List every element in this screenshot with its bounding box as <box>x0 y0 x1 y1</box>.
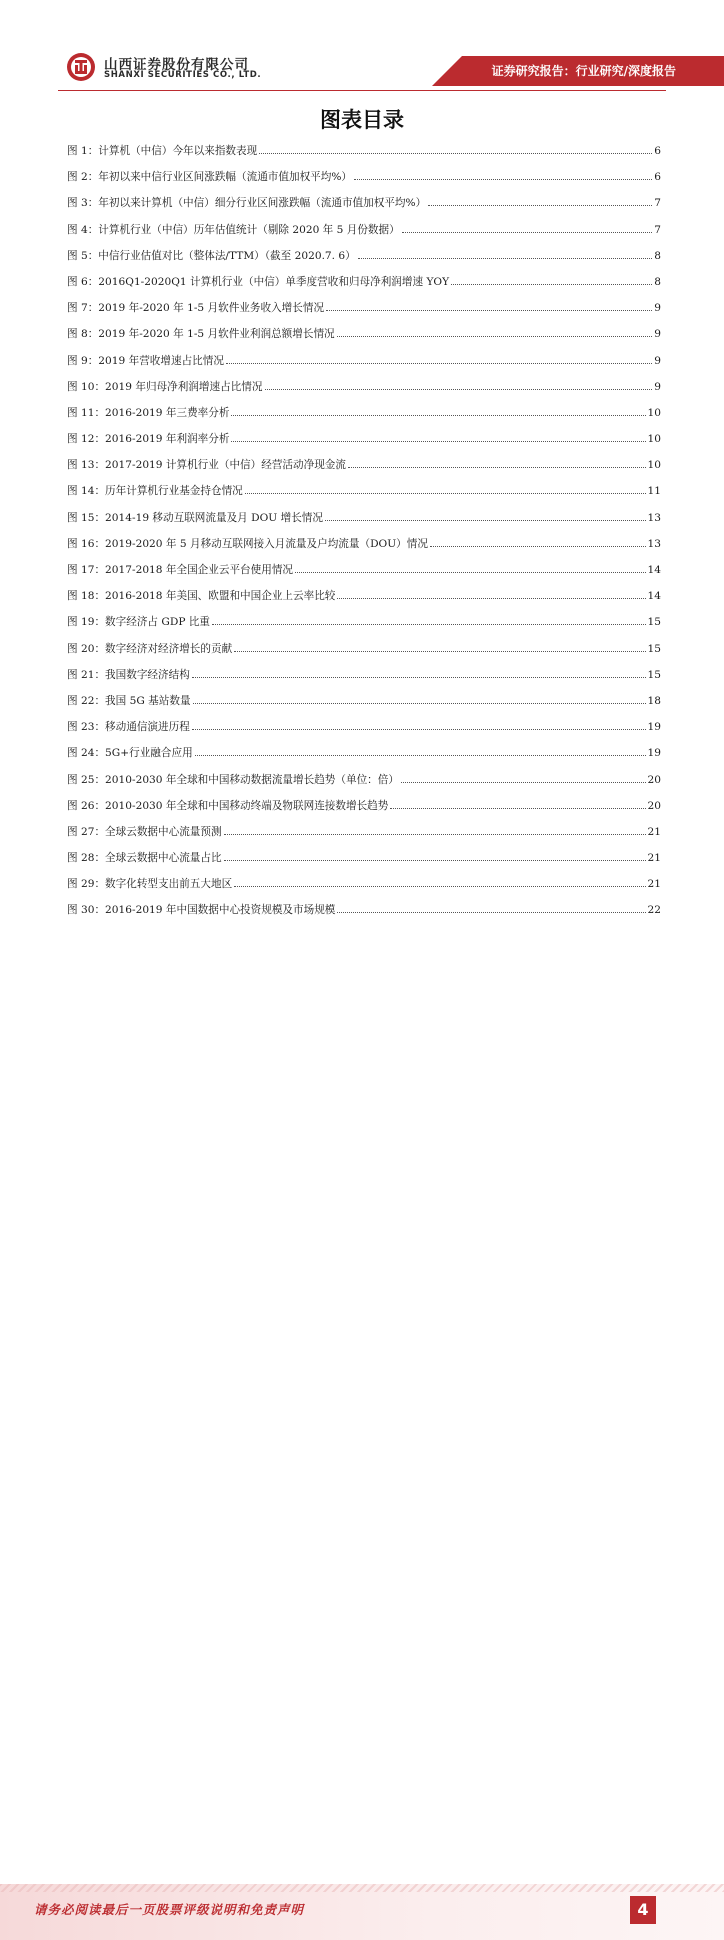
toc-entry[interactable] <box>67 274 661 300</box>
toc-leader-dots <box>326 309 652 311</box>
toc-entry-page: 6 <box>654 145 661 157</box>
toc-entry-label: 图 30：2016-2019 年中国数据中心投资规模及市场规模 <box>67 904 336 917</box>
shanxi-securities-logo-icon <box>66 52 96 82</box>
toc-entry[interactable] <box>67 902 661 928</box>
toc-entry-label: 图 29：数字化转型支出前五大地区 <box>67 878 233 891</box>
toc-entry-page: 15 <box>647 616 661 629</box>
toc-leader-dots <box>224 859 646 861</box>
toc-entry-page: 15 <box>647 642 661 655</box>
toc-entry-label: 图 25：2010-2030 年全球和中国移动数据流量增长趋势（单位：倍） <box>67 773 399 786</box>
toc-leader-dots <box>401 781 646 783</box>
toc-leader-dots <box>295 571 645 573</box>
toc-entry-label: 图 24：5G+行业融合应用 <box>67 747 193 760</box>
toc-entry-page: 22 <box>647 904 661 917</box>
toc-leader-dots <box>192 728 646 730</box>
toc-entry[interactable] <box>67 510 661 536</box>
toc-entry-page: 21 <box>647 852 661 865</box>
toc-entry-page: 19 <box>647 721 661 734</box>
toc-entry[interactable] <box>67 431 661 457</box>
toc-entry[interactable] <box>67 562 661 588</box>
toc-entry-page: 9 <box>654 302 661 315</box>
toc-entry-label: 图 3：年初以来计算机（中信）细分行业区间涨跌幅（流通市值加权平均%） <box>67 197 427 210</box>
toc-entry[interactable] <box>67 483 661 509</box>
toc-entry-page: 9 <box>654 354 661 367</box>
toc-entry-page: 8 <box>654 275 661 288</box>
toc-entry-label: 图 28：全球云数据中心流量占比 <box>67 852 222 865</box>
toc-entry-page: 19 <box>647 747 661 760</box>
toc-entry-label: 图 7：2019 年-2020 年 1-5 月软件业务收入增长情况 <box>67 302 325 315</box>
toc-entry-label: 图 1：计算机（中信）今年以来指数表现 <box>67 145 258 157</box>
toc-entry-page: 9 <box>654 380 661 393</box>
company-name-en: SHANXI SECURITIES CO., LTD. <box>104 70 262 80</box>
toc-entry-label: 图 5：中信行业估值对比（整体法/TTM）（截至 2020.7. 6） <box>67 249 356 262</box>
toc-entry[interactable] <box>67 379 661 405</box>
toc-leader-dots <box>195 754 646 756</box>
toc-entry[interactable] <box>67 195 661 221</box>
toc-leader-dots <box>337 597 645 599</box>
toc-entry-page: 13 <box>647 537 661 550</box>
toc-entry[interactable] <box>67 614 661 640</box>
page-title: 图表目录 <box>320 108 404 132</box>
page-number: 4 <box>630 1896 656 1924</box>
header-divider <box>58 90 666 91</box>
toc-entry[interactable] <box>67 326 661 352</box>
toc-entry-label: 图 20：数字经济对经济增长的贡献 <box>67 642 233 655</box>
toc-entry-label: 图 18：2016-2018 年美国、欧盟和中国企业上云率比较 <box>67 590 336 603</box>
toc-entry-label: 图 23：移动通信演进历程 <box>67 721 190 734</box>
toc-entry[interactable] <box>67 772 661 798</box>
toc-leader-dots <box>192 676 646 678</box>
toc-entry-label: 图 13：2017-2019 计算机行业（中信）经营活动净现金流 <box>67 459 346 472</box>
toc-leader-dots <box>231 440 645 442</box>
toc-entry-page: 20 <box>647 773 661 786</box>
toc-entry-page: 21 <box>647 878 661 891</box>
page-footer <box>0 940 724 1919</box>
toc-entry[interactable] <box>67 457 661 483</box>
toc-leader-dots <box>224 833 646 835</box>
toc-entry[interactable] <box>67 693 661 719</box>
toc-entry[interactable] <box>67 300 661 326</box>
toc-entry[interactable] <box>67 719 661 745</box>
toc-entry[interactable] <box>67 143 661 169</box>
toc-entry-label: 图 2：年初以来中信行业区间涨跌幅（流通市值加权平均%） <box>67 171 353 184</box>
toc-leader-dots <box>358 257 653 259</box>
report-type-label: 证券研究报告：行业研究/深度报告 <box>491 64 676 78</box>
toc-entry-label: 图 10：2019 年归母净利润增速占比情况 <box>67 380 263 393</box>
toc-entry-page: 18 <box>647 694 661 707</box>
toc-leader-dots <box>428 204 652 206</box>
toc-leader-dots <box>245 492 646 494</box>
toc-leader-dots <box>390 807 645 809</box>
toc-entry[interactable] <box>67 745 661 771</box>
company-name-cn: 山西证券股份有限公司 <box>104 57 249 73</box>
toc-entry-page: 13 <box>647 511 661 524</box>
toc-entry[interactable] <box>67 667 661 693</box>
toc-leader-dots <box>212 623 646 625</box>
toc-entry-page: 7 <box>654 223 661 236</box>
toc-entry[interactable] <box>67 824 661 850</box>
toc-entry[interactable] <box>67 405 661 431</box>
toc-entry-page: 7 <box>654 197 661 210</box>
toc-entry[interactable] <box>67 641 661 667</box>
toc-entry[interactable] <box>67 169 661 195</box>
toc-entry-page: 15 <box>647 668 661 681</box>
toc-entry-label: 图 6：2016Q1-2020Q1 计算机行业（中信）单季度营收和归母净利润增速 YOY <box>67 275 450 288</box>
toc-entry-page: 6 <box>654 171 661 184</box>
toc-entry[interactable] <box>67 850 661 876</box>
toc-entry-page: 11 <box>647 485 661 498</box>
toc-entry-label: 图 9：2019 年营收增速占比情况 <box>67 354 224 367</box>
toc-entry-page: 10 <box>647 406 661 419</box>
toc-leader-dots <box>354 178 652 180</box>
toc-leader-dots <box>234 885 645 887</box>
toc-entry-label: 图 21：我国数字经济结构 <box>67 668 190 681</box>
toc-leader-dots <box>430 545 646 547</box>
toc-entry[interactable] <box>67 876 661 902</box>
toc-entry-page: 10 <box>647 433 661 446</box>
toc-leader-dots <box>348 466 646 468</box>
toc-entry-page: 14 <box>647 590 661 603</box>
toc-entry-label: 图 26：2010-2030 年全球和中国移动终端及物联网连接数增长趋势 <box>67 799 389 812</box>
toc-entry[interactable] <box>67 248 661 274</box>
toc-leader-dots <box>325 519 646 521</box>
toc-entry-label: 图 11：2016-2019 年三费率分析 <box>67 406 230 419</box>
toc-entry[interactable] <box>67 536 661 562</box>
toc-entry-page: 14 <box>647 564 661 576</box>
figure-list <box>67 143 661 929</box>
toc-entry[interactable] <box>67 798 661 824</box>
toc-entry-label: 图 22：我国 5G 基站数量 <box>67 694 191 707</box>
toc-entry-label: 图 27：全球云数据中心流量预测 <box>67 825 222 838</box>
toc-leader-dots <box>234 650 645 652</box>
toc-entry-label: 图 14：历年计算机行业基金持仓情况 <box>67 485 243 498</box>
toc-entry-label: 图 16：2019-2020 年 5 月移动互联网接入月流量及户均流量（DOU）情况 <box>67 537 428 550</box>
toc-entry-page: 10 <box>647 459 661 472</box>
toc-entry-page: 8 <box>654 249 661 262</box>
toc-leader-dots <box>402 231 653 233</box>
toc-entry-page: 20 <box>647 799 661 812</box>
toc-leader-dots <box>226 362 652 364</box>
page-header <box>0 0 724 100</box>
toc-leader-dots <box>337 335 653 337</box>
toc-entry-page: 9 <box>654 328 661 341</box>
toc-entry-page: 21 <box>647 825 661 838</box>
toc-entry-label: 图 4：计算机行业（中信）历年估值统计（剔除 2020 年 5 月份数据） <box>67 223 400 236</box>
toc-entry[interactable] <box>67 588 661 614</box>
toc-leader-dots <box>451 283 652 285</box>
toc-leader-dots <box>265 388 653 390</box>
toc-leader-dots <box>193 702 646 704</box>
toc-entry-label: 图 12：2016-2019 年利润率分析 <box>67 433 230 446</box>
toc-entry-label: 图 17：2017-2018 年全国企业云平台使用情况 <box>67 564 294 576</box>
toc-leader-dots <box>259 152 652 154</box>
footer-stripe <box>0 1884 724 1892</box>
toc-leader-dots <box>231 414 645 416</box>
toc-entry-label: 图 19：数字经济占 GDP 比重 <box>67 616 211 629</box>
disclaimer-text: 请务必阅读最后一页股票评级说明和免责声明 <box>34 1902 305 1917</box>
toc-entry-label: 图 15：2014-19 移动互联网流量及月 DOU 增长情况 <box>67 511 323 524</box>
toc-entry[interactable] <box>67 353 661 379</box>
toc-leader-dots <box>337 911 645 913</box>
toc-entry[interactable] <box>67 222 661 248</box>
toc-entry-label: 图 8：2019 年-2020 年 1-5 月软件业利润总额增长情况 <box>67 328 335 341</box>
